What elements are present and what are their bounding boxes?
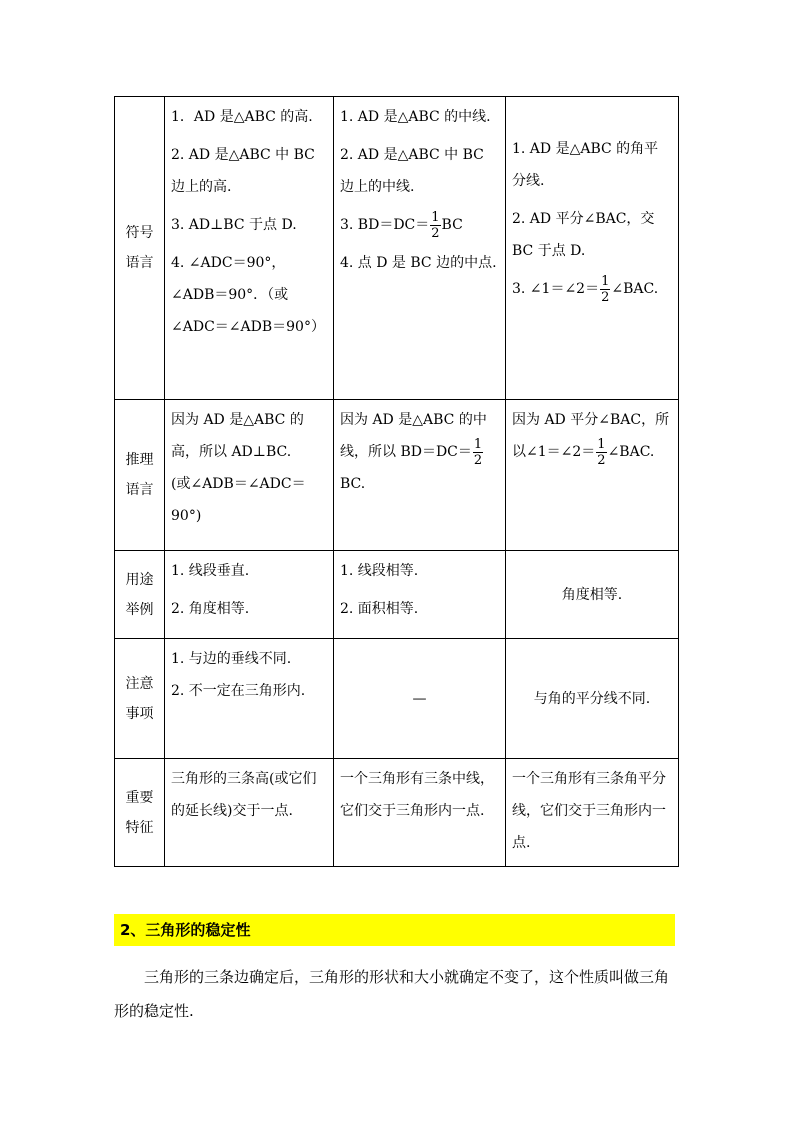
cell-line: 3. AD⊥BC 于点 D. <box>171 217 297 233</box>
bisector-features-cell: 一个三角形有三条角平分线，它们交于三角形内一点. <box>506 759 679 867</box>
fraction-numerator: 1 <box>601 273 610 289</box>
cell-line: 因为 AD 是△ABC 的高，所以 AD⊥BC. <box>171 412 304 460</box>
text-after-fraction: ∠BAC. <box>607 444 655 460</box>
altitude-notes-cell <box>165 639 334 759</box>
fraction-numerator: 1 <box>473 436 483 452</box>
row-header-reasoning: 推理语言 <box>115 400 165 551</box>
table-row <box>115 759 679 867</box>
cell-line-fraction <box>512 273 672 305</box>
row-header-symbolic: 符号语言 <box>115 97 165 400</box>
median-symbolic-cell <box>334 97 506 400</box>
altitude-reasoning-cell <box>165 400 334 551</box>
median-notes-cell: — <box>334 639 506 759</box>
table-row <box>115 400 679 551</box>
section-title: 2、三角形的稳定性 <box>114 914 675 946</box>
cell-line: 1. 与边的垂线不同. <box>171 651 292 667</box>
cell-line: 1. AD 是△ABC 的中线. <box>340 109 491 125</box>
fraction-one-half <box>430 210 440 241</box>
text-before-fraction: 3. BD＝DC＝ <box>340 217 430 233</box>
median-reasoning-cell <box>334 400 506 551</box>
row-header-notes: 注意事项 <box>115 639 165 759</box>
cell-line: 4. ∠ADC＝90°，∠ADB＝90°．（或∠ADC＝∠ADB＝90°） <box>171 255 325 335</box>
text-before-fraction: 3. ∠1＝∠2＝ <box>512 281 600 297</box>
cell-line: 1．AD 是△ABC 的高. <box>171 109 313 125</box>
section-paragraph: 三角形的三条边确定后，三角形的形状和大小就确定不变了，这个性质叫做三角形的稳定性. <box>114 968 670 1020</box>
fraction-one-half <box>596 437 606 468</box>
cell-line: 2. 角度相等. <box>171 601 250 617</box>
text-after-fraction: ∠BAC. <box>611 281 659 297</box>
cell-line: 1. 线段相等. <box>340 563 419 579</box>
cell-line: 2. AD 是△ABC 中 BC 边上的中线. <box>340 147 484 195</box>
row-header-usage: 用途举例 <box>115 551 165 639</box>
properties-table <box>114 96 679 867</box>
median-usage-cell <box>334 551 506 639</box>
cell-line: 2. 不一定在三角形内. <box>171 683 306 699</box>
row-header-features: 重要特征 <box>115 759 165 867</box>
fraction-numerator: 1 <box>431 209 440 225</box>
fraction-one-half <box>473 437 483 468</box>
cell-line: (或∠ADB＝∠ADC＝90°) <box>171 476 306 524</box>
text-before-fraction: 因为 AD 平分∠BAC，所以∠1＝∠2＝ <box>512 412 670 460</box>
fraction-denominator: 2 <box>601 289 610 305</box>
cell-line: 1. 线段垂直. <box>171 563 250 579</box>
text-after-fraction: BC. <box>340 476 366 492</box>
text-after-fraction: BC <box>441 217 463 233</box>
bisector-usage-cell: 角度相等. <box>506 551 679 639</box>
fraction-denominator: 2 <box>431 225 440 241</box>
cell-line-fraction <box>340 209 499 241</box>
fraction-denominator: 2 <box>473 452 483 468</box>
fraction-denominator: 2 <box>597 452 606 468</box>
table-row <box>115 551 679 639</box>
bisector-symbolic-cell <box>506 97 679 400</box>
fraction-numerator: 1 <box>597 436 606 452</box>
table-row <box>115 97 679 400</box>
altitude-usage-cell <box>165 551 334 639</box>
table-row <box>115 639 679 759</box>
bisector-notes-cell: 与角的平分线不同. <box>506 639 679 759</box>
cell-line: 4. 点 D 是 BC 边的中点. <box>340 255 497 271</box>
fraction-one-half <box>600 274 610 305</box>
cell-line: 2. AD 平分∠BAC，交 BC 于点 D. <box>512 211 655 259</box>
median-features-cell: 一个三角形有三条中线，它们交于三角形内一点. <box>334 759 506 867</box>
altitude-symbolic-cell <box>165 97 334 400</box>
altitude-features-cell: 三角形的三条高(或它们的延长线)交于一点. <box>165 759 334 867</box>
cell-line: 2. AD 是△ABC 中 BC 边上的高. <box>171 147 315 195</box>
text-before-fraction: 因为 AD 是△ABC 的中线，所以 BD＝DC＝ <box>340 412 487 460</box>
bisector-reasoning-cell <box>506 400 679 551</box>
cell-line: 1. AD 是△ABC 的角平分线. <box>512 141 659 189</box>
cell-line: 2. 面积相等. <box>340 601 419 617</box>
